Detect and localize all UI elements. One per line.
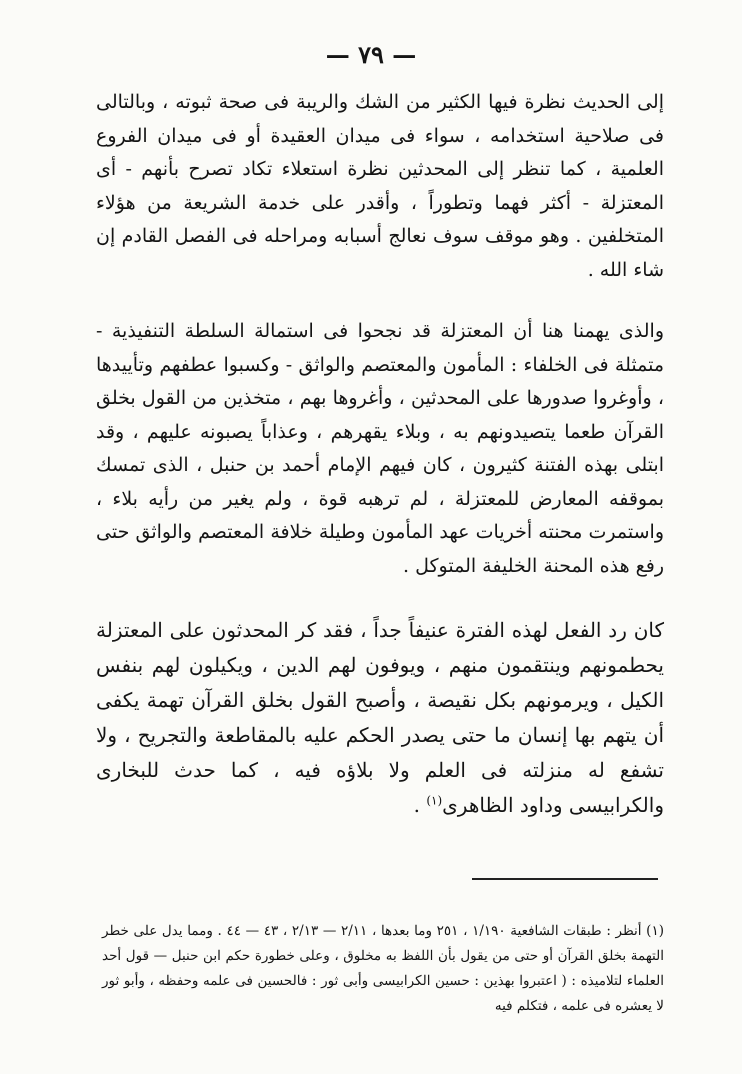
- paragraph-3: [96, 613, 664, 823]
- footnote-reference: (١): [426, 793, 443, 808]
- paragraph-3-end: .: [413, 793, 427, 817]
- paragraph-2: والذى يهمنا هنا أن المعتزلة قد نجحوا فى استمالة السلطة التنفيذية - متمثلة فى الخلفاء : المأمون والمعتصم والواثق - وكسبوا عطفهم وتأييدها ، وأوغروا صدورها على المحدثين ، وأغروها بهم ، متخذين من القول بخلق القرآن طعما يتصيدونهم به ، وبلاء يقهرهم ، وعذاباً يصبونه عليهم ، وقد ابتلى بهذه الفتنة كثيرون ، كان فيهم الإمام أحمد بن حنبل ، الذى تمسك بموقفه المعارض للمعتزلة ، لم ترهبه قوة ، ولم يغير من رأيه بلاء ، واستمرت محنته أخريات عهد المأمون وطيلة خلافة المعتصم والواثق حتى رفع هذه المحنة الخليفة المتوكل .: [96, 320, 664, 577]
- paragraph-3-text: كان رد الفعل لهذه الفترة عنيفاً جداً ، فقد كر المحدثون على المعتزلة يحطمونهم وينتقمون منهم ، ويوفون لهم الدين ، ويكيلون لهم بنفس الكيل ، ويرمونهم بكل نقيصة ، وأصبح القول بخلق القرآن تهمة يكفى أن يتهم بها إنسان ما حتى يصدر الحكم عليه بالمقاطعة والتجريح ، ولا تشفع له منزلته فى العلم ولا بلاؤه فيه ، كما حدث للبخارى والكرابيسى وداود الظاهرى: [96, 618, 664, 817]
- footnote: (١) أنظر : طبقات الشافعية ١/١٩٠ ، ٢٥١ وما بعدها ، ٢/١١ — ٢/١٣ ، ٤٣ — ٤٤ . ومما يدل على خطر التهمة بخلق القرآن أو حتى من يقول بأن اللفظ به مخلوق ، وعلى خطورة حكم ابن حنبل — قول أحد العلماء لتلاميذه : ( اعتبروا بهذين : حسين الكرابيسى وأبى ثور : فالحسين فى علمه وحفظه ، وأبو ثور لا يعشره فى علمه ، فتكلم فيه: [102, 922, 664, 1014]
- main-text: [96, 86, 664, 823]
- page-number: — ٧٩ —: [325, 40, 417, 69]
- footnote-separator: [472, 878, 658, 880]
- paragraph-1: إلى الحديث نظرة فيها الكثير من الشك والريبة فى صحة ثبوته ، وبالتالى فى صلاحية استخدامه ، سواء فى ميدان العقيدة أو فى ميدان الفروع العلمية ، كما تنظر إلى المحدثين نظرة استعلاء تكاد تصرح بأنهم - أى المعتزلة - أكثر فهما وتطوراً ، وأقدر على خدمة الشريعة من هؤلاء المتخلفين . وهو موقف سوف نعالج أسبابه ومراحله فى الفصل القادم إن شاء الله .: [96, 91, 664, 281]
